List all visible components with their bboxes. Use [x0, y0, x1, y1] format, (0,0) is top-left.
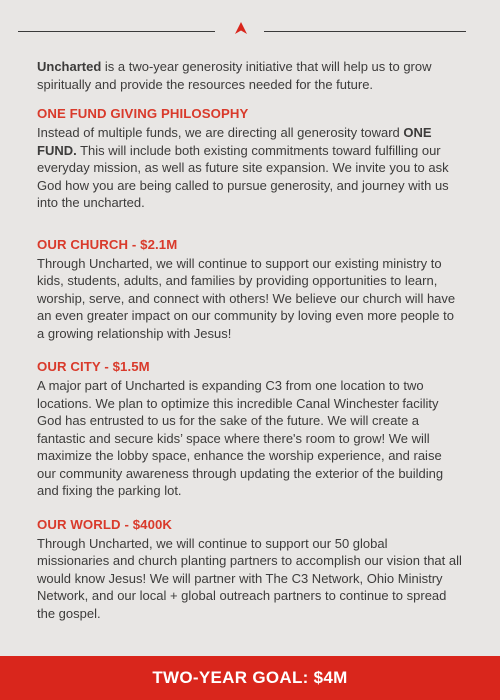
arrow-up-icon: [234, 21, 248, 35]
top-divider-right: [264, 31, 466, 32]
top-divider-left: [18, 31, 215, 32]
section-heading: OUR WORLD - $400K: [37, 516, 173, 532]
intro-initiative-name: Uncharted: [37, 59, 102, 74]
section-heading: ONE FUND GIVING PHILOSOPHY: [37, 106, 249, 121]
section-one-fund: [37, 105, 462, 212]
section-body-start: Instead of multiple funds, we are directing all generosity toward: [37, 125, 404, 140]
section-our-world: [37, 516, 462, 623]
section-heading: OUR CHURCH - $2.1M: [37, 236, 178, 252]
section-body-emphasis: ONE FUND.: [37, 125, 432, 158]
intro-text: is a two-year generosity initiative that will help us to grow spiritually and provide the resources needed for the future.: [37, 59, 432, 92]
goal-banner-text: TWO-YEAR GOAL: $4M: [152, 668, 348, 687]
section-body-end: This will include both existing commitments toward fulfilling our everyday mission, as well as future site expansion. We invite you to ask God how you are being called to pursue generosity, and journey with us into the uncharted.: [37, 142, 449, 210]
intro-paragraph: [37, 58, 462, 93]
goal-banner: [0, 656, 500, 700]
section-body: Through Uncharted, we will continue to support our existing ministry to kids, students, adults, and families by providing opportunities to learn, worship, serve, and connect with others! We believe our church will have an even greater impact on our community by loving even more people to a growing relationship with Jesus!: [37, 255, 456, 341]
section-body: A major part of Uncharted is expanding C3 from one location to two locations. We plan to optimize this incredible Canal Winchester facility God has entrusted to us for the sake of the future. We will create a fantastic and secure kids’ space where there's room to grow! We will maximize the lobby space, enhance the worship experience, and raise our community awareness through updating the exterior of the building and fixing the parking lot.: [37, 378, 444, 498]
main-content: [37, 58, 462, 622]
section-heading: OUR CITY - $1.5M: [37, 359, 150, 374]
section-body: Through Uncharted, we will continue to support our 50 global missionaries and church planting partners to accomplish our vision that all would know Jesus! We will partner with The C3 Network, Ohio Ministry Network, and our local + global outreach partners to continue to spread the gospel.: [37, 535, 462, 621]
section-our-church: [37, 236, 462, 343]
section-our-city: [37, 358, 462, 500]
section-body: [37, 124, 462, 212]
